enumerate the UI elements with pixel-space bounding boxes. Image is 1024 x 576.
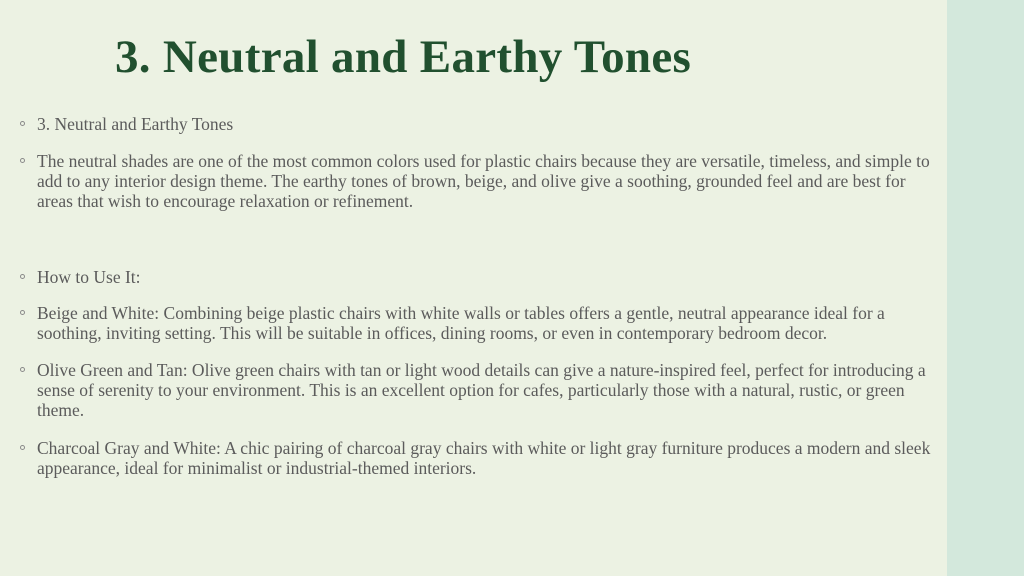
bullet-item bbox=[20, 438, 935, 478]
circle-bullet-icon bbox=[20, 158, 25, 163]
bullet-text: How to Use It: bbox=[37, 267, 141, 287]
bullet-item bbox=[20, 114, 935, 134]
circle-bullet-icon bbox=[20, 121, 25, 126]
bullet-item bbox=[20, 360, 935, 420]
bullet-list bbox=[20, 114, 935, 478]
bullet-text: 3. Neutral and Earthy Tones bbox=[37, 114, 234, 134]
bullet-text: Charcoal Gray and White: A chic pairing of charcoal gray chairs with white or light gray furniture produces a modern and sleek appearance, ideal for minimalist or industrial-themed interiors. bbox=[37, 438, 931, 478]
side-accent-strip bbox=[947, 0, 1024, 576]
bullet-item bbox=[20, 267, 935, 287]
bullet-text: The neutral shades are one of the most common colors used for plastic chairs because they are versatile, timeless, and simple to add to any interior design theme. The earthy tones of brown, beige, and olive give a soothing, grounded feel and are best for areas that wish to encourage relaxation or refinement. bbox=[37, 151, 930, 211]
circle-bullet-icon bbox=[20, 274, 25, 279]
bullet-text: Beige and White: Combining beige plastic chairs with white walls or tables offers a gentle, neutral appearance ideal for a soothing, inviting setting. This will be suitable in offices, dining rooms, or even in contemporary bedroom decor. bbox=[37, 303, 885, 343]
bullet-item bbox=[20, 303, 935, 343]
bullet-item bbox=[20, 151, 935, 211]
slide-title: 3. Neutral and Earthy Tones bbox=[115, 31, 692, 83]
circle-bullet-icon bbox=[20, 445, 25, 450]
circle-bullet-icon bbox=[20, 310, 25, 315]
bullet-text: Olive Green and Tan: Olive green chairs with tan or light wood details can give a nature-inspired feel, perfect for introducing a sense of serenity to your environment. This is an excellent option for cafes, particularly those with a natural, rustic, or green theme. bbox=[37, 360, 926, 420]
circle-bullet-icon bbox=[20, 367, 25, 372]
